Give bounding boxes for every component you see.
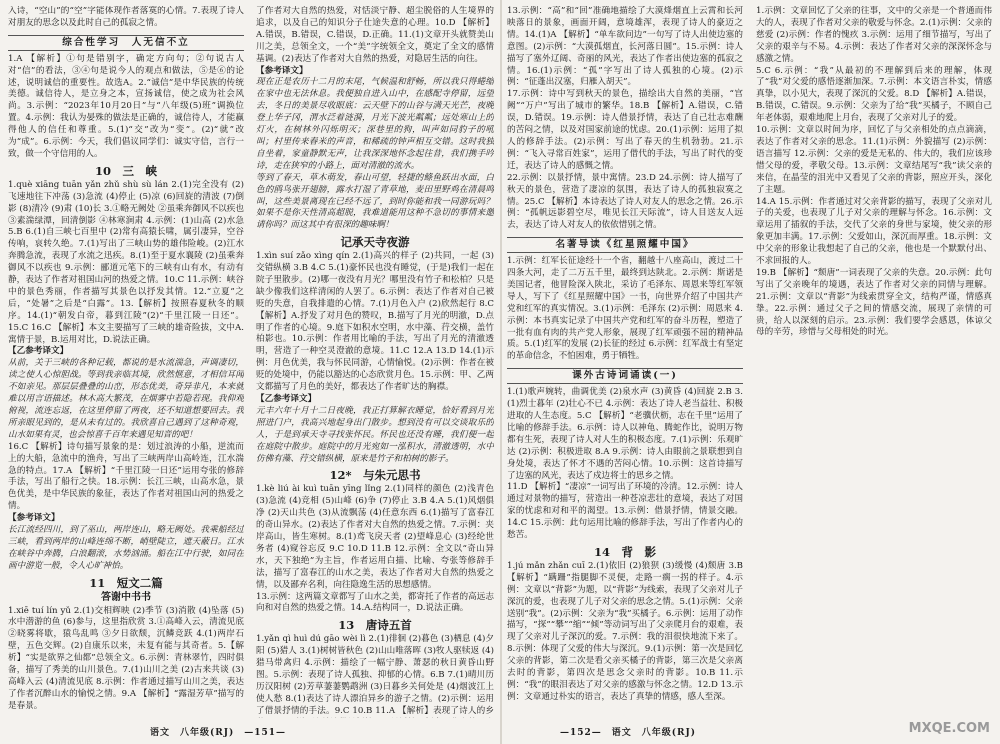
translation-text: 现在正是农历十二月的末尾，气候温和舒畅，所以我只得蜷缩在家中也无法休息。我便独自进入山中，在感配寺停留，远望去，冬日的美景尽收眼底：云天壁下的山谷与满天光芒，夜晚登上华子冈，渭水泛着涟漪，月光下波光粼粼；远处寒山上的灯火，在树林外闪烁明灭；深巷里的狗，叫声如同豹子的吼叫；村里传来舂米的声音，和稀疏的钟声相互交错。这时我独自坐着，家童静默无声，让我深深地怀念起往昔，我们携手吟诗，走在狭窄的小路上，面对清澈的流水。: [256, 77, 494, 171]
column-3: [507, 6, 743, 718]
lesson-title: 12* 与朱元思书: [329, 468, 421, 483]
paragraph: 1.xìn suí zǎo xìng qín 2.(1)高兴的样子 (2)共同，一起 (3)交错纵横 3.B 4.C 5.(1)豪怀民也没有睡觉，(于是)我们一起在院子里散步。(2)哪一夜没有月光？哪里没有竹子和松柏？只是缺少像我们这样清闲的人罢了。6.示例：表达了作者对自己被贬的失意，自我排遣的心情。7.(1)月色入户 (2)欣然起行 8.C 【解析】A.抒发了对月色的赞叹，B.描写了月光的明澈，D.点明了作者的心境。9.庭下如积水空明，水中藻、荇交横，盖竹柏影也。10.示例：作者用比喻的手法，写出了月光的清澈透明，营造了一种空灵澄澈的意境。11.C 12.A 13.D 14.(1)示例：月色优美，我与怀民同游，心情愉悦。(2)示例：作者在被贬的处境中，仍能以豁达的心态欣赏月色。15.示例：甲、乙两文都描写了月色的美好，都表达了作者旷达的胸襟。: [256, 251, 494, 393]
translation-text: 等到了春天，草木萌发，春山可望，轻捷的鲦鱼跃出水面，白色的鸥鸟张开翅膀，露水打湿了青草地，麦田里野鸡在清晨鸣叫，这些美景离现在已经不远了，到时你能和我一同游玩吗？如果不是你天性清高超脱，我难道能用这种不急切的事情来邀请你吗？而这其中有很深的趣味啊！: [256, 172, 494, 231]
translation-text: 元丰六年十月十二日夜晚，我正打算解衣睡觉，恰好看到月光照进门户，我高兴地起身出门散步。想到没有可以交谈取乐的人，于是到承天寺寻找张怀民。怀民也还没有睡，我们便一起在庭院中散步。庭院中的月光宛如一泓积水，清澈透明，水中仿佛有藻、荇交错纵横，原来是竹子和柏树的影子。: [256, 405, 494, 464]
paragraph: 1.què xiāng tuān yǎn zhǔ shù sù lán 2.(1)完全没有 (2)飞速地往下冲荡 (3)急流 (4)停止 (5)凉 (6)回旋的清波 (7)倒影 (8)清冷 (9)肃 (10)长 3.①略无阙处 ②虽乘奔御风不以疾也 ③素湍绿潭，回清倒影 ④林寒涧肃 4.示例：(1)山高 (2)水急 5.B 6.(1)自三峡七百里中 (2)常有高猿长啸，属引凄异，空谷传响，哀转久绝。7.(1)写出了三峡山势的雄伟险峻。(2)江水奔腾急流，表现了水流之迅疾。8.(1)至于夏水襄陵 (2)虽乘奔御风不以疾也 9.示例：郦道元笔下的三峡有山有水，有动有静，表达了作者对祖国山河的热爱之情。10.C 11.示例：峡谷中的景色秀丽，作者描写其景色以抒发其情。12.“立夏”之后，“处暑”之后是“白露”。13.【解析】按照春夏秋冬的顺序。14.(1)“朝发白帝，暮到江陵”(2)“千里江陵一日还”。15.C 16.C 【解析】本文主要描写了三峡的雄奇险拔，文中A.寓情于景，B.运用对比，D.说法正确。: [8, 179, 244, 345]
paragraph: 13.示例：这两篇文章都写了山水之美，都寄托了作者的高远志向和对自然的热爱之情。14.A.结构同一，D.说法正确。: [256, 591, 494, 614]
translation-heading: 【乙参考译文】: [256, 394, 317, 404]
translation-text: 从前，关于三峡的各种记载，都说的是水流湍急，声调凄切，读之使人心惊胆战。等到我亲临其境，欣然惬意，才相信耳闻不如亲见。那层层叠叠的山峦，形态优美，奇异非凡，本来就难以用言语描述。林木高大繁茂，在烟雾中若隐若现。我仰观俯视，流连忘返，在这里停留了两夜，还不知道想要回去。我所亲眼见到的，是从未有过的。我欣喜自己遇到了这种奇观，山水如果有灵，也会惊喜千百年来遇见知音的吧！: [8, 358, 244, 440]
column-4: [756, 6, 992, 718]
lesson-title: 11 短文二篇: [89, 575, 163, 590]
lesson-title: 记承天寺夜游: [340, 235, 410, 250]
sub-title: 答谢中书书: [101, 591, 151, 603]
paragraph: 1.jú mǎn zhǎn cuī 2.(1)依旧 (2)狼狈 (3)缓慢 (4)颓唐 3.B 【解析】“蹒跚”指腿脚不灵便，走路一瘸一拐的样子。4.示例：文章以“背影”为题，以“背影”为线索，表现了父亲对儿子深沉的爱，也表现了儿子对父亲的思念之情。5.(1)示例：父亲送别“我”。(2)示例：父亲为“我”买橘子。6.示例：运用了动作描写，“探”“攀”“缩”“倾”等动词写出了父亲爬月台的艰难，表现了父亲对儿子深沉的爱。7.示例：我的泪很快地流下来了。8.示例：体现了父爱的伟大与深沉。9.(1)示例：第一次是回忆父亲的背影，第二次是看父亲买橘子的背影，第三次是父亲离去时的背影，第四次是思念父亲时的背影。10.B 11.示例：“我”的眼泪表达了对父亲的感激与怀念之情。12.D 13.示例：文章通过朴实的语言，表达了真挚的情感，感人至深。: [507, 560, 743, 702]
paragraph: 1.(1)歌声婉转，曲调优美 (2)泉水声 (3)黄昏 (4)回旋 2.B 3.(1)烈士暮年 (2)壮心不已 4.示例：表达了诗人老当益壮、积极进取的人生态度。5.C 【解析】“老骥伏枥，志在千里”运用了比喻的修辞手法。6.示例：诗人以神龟、腾蛇作比，说明万物都有生死，表现了诗人对人生的积极态度。7.(1)示例：乐观旷达 (2)示例：积极进取 8.A 9.示例：诗人由眼前之景联想到自身处境，表达了怀才不遇的苦闷心情。10.示例：这首诗描写了边塞的风光，表达了戍边将士的思乡之情。: [507, 387, 743, 481]
paragraph: 入诗，“空山”的“空”字能体现作者落寞的心情。7.表现了诗人对朋友的思念以及此时自己的孤寂之情。: [8, 6, 244, 28]
column-1: [8, 6, 244, 718]
translation-heading: 【参考译文】: [8, 513, 60, 524]
section-heading: 综合性学习 人无信不立: [8, 35, 244, 51]
paragraph: 14.A 15.示例：作者通过对父亲背影的描写，表现了父亲对儿子的关爱，也表现了儿子对父亲的理解与怀念。16.示例：文章运用了插叙的手法，交代了父亲的身世与家境，使父亲的形象更加丰满。17.示例：父爱如山，深沉而厚重。18.示例：文中父亲的形象让我想起了自己的父亲，他也是一个默默付出、不求回报的人。: [756, 196, 992, 267]
paragraph: 17.示例：诗中写到秋天的景色，描绘出大自然的美丽，“宫阙”“万户”写出了城市的繁华。18.B 【解析】A.错误，C.错误，D.错误。19.示例：诗人借景抒情，表达了自己壮志难酬的苦闷之情，以及对国家前途的忧虑。20.(1)示例：运用了拟人的修辞手法。(2)示例：写出了春天的生机勃勃。21.示例：“飞入寻常百姓家”，运用了借代的手法，写出了时代的变迁，表达了诗人的感慨之情。: [507, 89, 743, 171]
section-heading: 课外古诗词诵读(一): [507, 368, 743, 384]
lesson-title: 13 唐诗五首: [338, 618, 412, 633]
paragraph: 11.D 【解析】“凄凉”一词写出了环境的冷清。12.示例：诗人通过对景物的描写，营造出一种苍凉悲壮的意境，表达了对国家的忧虑和对和平的渴望。13.示例：借景抒情，情景交融。14.C 15.示例：此句运用比喻的修辞手法，写出了作者内心的愁苦。: [507, 482, 743, 541]
lesson-title: 10 三 峡: [94, 163, 157, 178]
column-2: [256, 6, 494, 718]
translation-text: 长江流经四川，到了巫山，两岸连山，略无阙处。我乘船经过三峡，看到两岸的山峰连绵不断，峭壁陡立，遮天蔽日。江水在峡谷中奔腾，白浪翻滚，水势汹涌。船在江中行驶，如同在画中游览一般，令人心旷神怡。: [8, 525, 244, 571]
paragraph: 22.示例：以景抒情，景中寓情。23.D 24.示例：诗人描写了秋天的景色，营造了凄凉的氛围，表达了诗人的孤独寂寞之情。25.C 【解析】本诗表达了诗人对友人的思念之情。26.示例：“孤帆远影碧空尽，唯见长江天际流”，诗人目送友人远去，表达了诗人对友人的依依惜别之情。: [507, 172, 743, 231]
translation-heading: 【乙参考译文】: [8, 346, 69, 357]
paragraph: 19.B 【解析】“颓唐”一词表现了父亲的失意。20.示例：此句写出了父亲晚年的境遇，表达了作者对父亲的同情与理解。21.示例：文章以“背影”为线索贯穿全文，结构严谨，情感真挚。22.示例：通过父子之间的情感交流，展现了亲情的可贵，给人以深刻的启示。23.示例：我们要学会感恩，体谅父母的辛劳，珍惜与父母相处的时光。: [756, 267, 992, 338]
paragraph: 1.示例：文章回忆了父亲的往事，文中的父亲是一个普通而伟大的人，表现了作者对父亲的敬爱与怀念。2.(1)示例：父亲的慈爱 (2)示例：作者的愧疚 3.示例：运用了细节描写，写出了父亲的艰辛与不易。4.示例：表达了作者对父亲的深深怀念与感激之情。: [756, 6, 992, 64]
lesson-title: 14 背 影: [593, 544, 656, 559]
paragraph: 10.示例：文章以时间为序，回忆了与父亲相处的点点滴滴，表达了作者对父亲的思念。11.(1)示例：外貌描写 (2)示例：语言描写 12.示例：父亲的爱是无私的、伟大的，我们应该珍惜父母的爱，孝敬父母。13.示例：文章结尾写“我”读父亲的来信，在晶莹的泪光中又看见了父亲的背影，照应开头，深化了主题。: [756, 125, 992, 195]
paragraph: 16.C 【解析】诗句描写景象的是：划过浪涛的小船，逆流而上的大船，急流中的渔舟，写出了三峡两岸山高岭连，江水湍急的特点。17.A 【解析】“千里江陵一日还”运用夸张的修辞手法，写出了船行之快。18.示例：长江三峡，山高水急，景色优美，是中华民族的象征，表达了作者对祖国山河的热爱之情。: [8, 441, 244, 512]
paragraph: 5.C 6.示例：“我”从最初的不理解到后来的理解，体现了“我”对父爱的感悟逐渐加深。7.示例：本文语言朴实，情感真挚，以小见大，表现了深沉的父爱。8.D 【解析】A.错误，B.错误，C.错误。9.示例：父亲为了给“我”买橘子，不顾自己年老体弱，艰难地爬上月台，表现了父亲对儿子的爱。: [756, 65, 992, 124]
paragraph: 1.A 【解析】①句是错别字，确定方向句；②句说古人对“信”的看法，③④句是说今人的观点和做法，⑤是⑥的论述，说明诚信的重要性。故选A。2.“诚信”是中华民族的传统美德。诚信待人，是立身之本，宣扬诚信，使之成为社会风尚。3.示例：“2023年10月20日”与“八年级(5)班”调换位置。4.示例：我认为晏殊的做法是正确的，诚信待人，才能赢得他人的信任和尊重。5.(1)“交”改为“变”。(2)“就”改为“成”。6.示例：今天，我们倡议同学们：诚实守信，言行一致，做一个守信用的人。: [8, 53, 244, 159]
paragraph: 13.示例：“高”和“回”准确地描绘了大漠烽烟直上云霄和长河映落日的景象，画面开阔，意境雄浑，表现了诗人的豪迈之情。14.(1)A 【解析】“单车欲问边”一句写了诗人出使边塞的意图。(2)示例：“大漠孤烟直，长河落日圆”。15.示例：诗人描写了塞外辽阔、奇丽的风光，表达了作者出使边塞的孤寂之情。16.(1)示例：“孤”字写出了诗人孤独的心境。(2)示例：“征蓬出汉塞，归雁入胡天”。: [507, 6, 743, 88]
paragraph: 1.yǎn qì huì dú gāo wèi lì 2.(1)徘徊 (2)暮色 (3)栖息 (4)夕阳 (5)猎人 3.(1)树树皆秋色 (2)山山唯落晖 (3)牧人驱犊返 (4)猎马带禽归 4.示例：描绘了一幅宁静、萧瑟的秋日黄昏山野图。5.示例：表现了诗人孤独、抑郁的心情。6.B 7.(1)晴川历历汉阳树 (2)芳草萋萋鹦鹉洲 (3)日暮乡关何处是 (4)烟波江上使人愁 8.(1)表达了诗人漂泊异乡的游子之情。(2)示例：运用了借景抒情的手法。9.C 10.B 11.A 【解析】表现了诗人的乡: [256, 634, 494, 716]
page-footer-right: —152— 语文 八年级(RJ): [560, 728, 697, 738]
watermark: MXQE.COM: [908, 721, 990, 736]
translation-heading: 【参考译文】: [256, 65, 308, 76]
page-footer-left: 语文 八年级(RJ) —151—: [150, 728, 287, 738]
paragraph: 1.kè liú ài kuì tuān yīng lǐng 2.(1)同样的颜色 (2)浅青色 (3)急流 (4)竞相 (5)山峰 (6)争 (7)停止 3.B 4.A 5.(1)风烟俱净 (2)天山共色 (3)从流飘荡 (4)任意东西 6.(1)描写了富春江的奇山异水。(2)表达了作者对大自然的热爱之情。7.示例：夹岸高山，皆生寒树。8.(1)鸢飞戾天者 (2)望峰息心 (3)经纶世务者 (4)窥谷忘反 9.C 10.D 11.B 12.示例：全文以“奇山异水，天下独绝”为主旨，作者运用白描、比喻、夸张等修辞手法，描写了富春江的山水之美，表达了作者对大自然的热爱之情，以及鄙弃名利，向往隐逸生活的思想感情。: [256, 484, 494, 590]
paragraph: 1.示例：红军长征途经十一个省，翻越十八座高山，渡过二十四条大河，走了二万五千里，最终到达陕北。2.示例：斯诺是美国记者，他冒险深入陕北，采访了毛泽东、周恩来等红军领导人，写下了《红星照耀中国》一书，向世界介绍了中国共产党和红军的真实情况。3.(1)示例：毛泽东 (2)示例：周恩来 4.示例：本书真实记录了中国共产党和红军的奋斗历程，塑造了一批有血有肉的共产党人形象，展现了红军顽强不屈的精神品质。5.(1)红军的发展 (2)长征的经过 6.示例：红军战士有坚定的革命信念，不怕困难，勇于牺牲。: [507, 256, 743, 362]
paragraph: 了作者对大自然的热爱，对恬淡宁静、超尘脱俗的人生境界的追求，以及自己的知识分子仕途失意的心理。10.D 【解析】A.错误，B.错误，C.错误，D.正确。11.(1)文章开头就赞美山川之美，总领全文，一个“美”字统领全文，奠定了全文的感情基调。(2)表达了作者对大自然的热爱，对隐居生活的向往。: [256, 6, 494, 64]
section-heading: 名著导读《红星照耀中国》: [507, 237, 743, 253]
paragraph: 1.xiē tuí lín yǔ 2.(1)交相辉映 (2)季节 (3)消散 (4)坠落 (5)水中潜游的鱼 (6)参与，这里指欣赏 3.①高峰入云，清流见底 ②晓雾将歇，猿鸟乱鸣 ③夕日欲颓，沉鳞竞跃 4.(1)两岸石壁，五色交辉。(2)自康乐以来，未复有能与其奇者。5.【解析】“实是欲界之仙都”总领全文。6.示例：青林翠竹，四时俱备，描写了秀美的山川景色。7.(1)山川之美 (2)古来共谈 (3)高峰入云 (4)清流见底 8.示例：作者通过描写山川之美，表达了作者沉醉山水的愉悦之情。9.A 【解析】“露湿芳草”描写的是春景。: [8, 605, 244, 711]
page-fold: [500, 0, 502, 744]
